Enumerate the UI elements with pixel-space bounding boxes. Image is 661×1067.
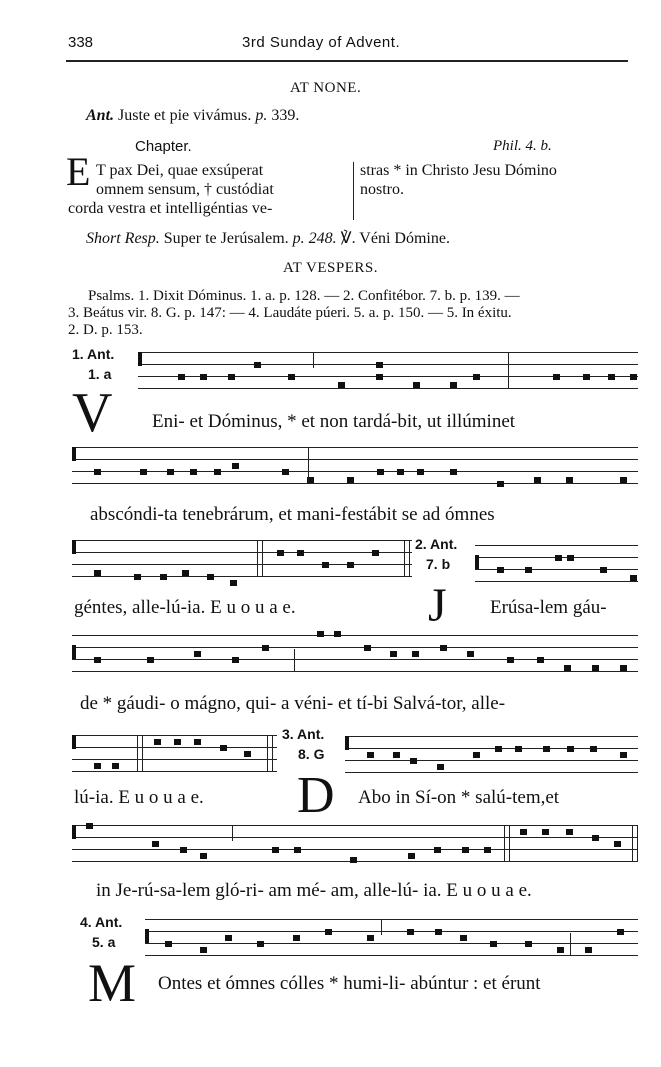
chapter-left-line-2: omnem sensum, † custódiat xyxy=(96,181,274,198)
antiphon-label: Ant. xyxy=(86,107,115,124)
chapter-label: Chapter. xyxy=(135,138,192,155)
short-resp-text: Super te Jerúsalem. xyxy=(163,230,289,247)
lyric-line-2: abscóndi-ta tenebrárum, et mani-festábit se ad ómnes xyxy=(90,504,495,525)
chapter-left-line-3: corda vestra et intelligéntias ve- xyxy=(68,200,273,217)
chapter-reference: Phil. 4. b. xyxy=(493,138,552,154)
ant3-mode: 8. G xyxy=(298,746,325,762)
psalms-line-1: Psalms. 1. Dixit Dóminus. 1. a. p. 128. — 2. Confitébor. 7. b. p. 139. — xyxy=(88,288,520,304)
lyric-line-3a: géntes, alle-lú-ia. E u o u a e. xyxy=(74,597,296,618)
staff-1 xyxy=(138,352,638,388)
short-resp-versicle: ℣. Véni Dómine. xyxy=(340,230,450,247)
none-antiphon xyxy=(86,107,299,125)
staff-3b xyxy=(475,545,638,581)
lyric-line-1: Eni- et Dóminus, * et non tardá-bit, ut illúminet xyxy=(152,411,516,432)
staff-7 xyxy=(145,919,638,955)
page-number: 338 xyxy=(68,34,94,51)
lyric-line-3b: Erúsa-lem gáu- xyxy=(490,597,607,618)
staff-5 xyxy=(72,735,277,771)
running-title: 3rd Sunday of Advent. xyxy=(242,34,401,51)
ant2-mode: 7. b xyxy=(426,556,451,572)
ant4-mode: 5. a xyxy=(92,934,116,950)
antiphon-page-ref: p. xyxy=(255,107,268,124)
ant1-label: 1. Ant. xyxy=(72,346,115,362)
ant1-initial: V xyxy=(72,382,113,444)
ant2-label: 2. Ant. xyxy=(415,536,458,552)
staff-6 xyxy=(72,825,638,861)
psalms-line-2: 3. Beátus vir. 8. G. p. 147: — 4. Laudáte púeri. 5. a. p. 150. — 5. In éxitu. xyxy=(68,305,512,321)
none-heading: AT NONE. xyxy=(290,80,362,96)
short-resp-label: Short Resp. xyxy=(86,230,160,247)
staff-4 xyxy=(72,635,638,671)
short-responsory xyxy=(86,228,450,248)
chapter-initial: E xyxy=(66,149,91,194)
lyric-line-4: de * gáudi- o mágno, qui- a véni- et tí-bi Salvá-tor, alle- xyxy=(80,693,506,714)
lyric-line-5a: lú-ia. E u o u a e. xyxy=(74,787,204,808)
chapter-right-line-1: stras * in Christo Jesu Dómino xyxy=(360,162,557,179)
ant4-initial: M xyxy=(88,953,137,1013)
ant3-label: 3. Ant. xyxy=(282,726,325,742)
chapter-column-divider xyxy=(353,162,354,220)
vespers-heading: AT VESPERS. xyxy=(283,260,378,276)
lyric-line-5b: Abo in Sí-on * salú-tem,et xyxy=(358,787,560,808)
lyric-line-7: Ontes et ómnes cólles * humi-li- abúntur : et érunt xyxy=(158,973,541,994)
ant4-label: 4. Ant. xyxy=(80,914,123,930)
ant1-mode: 1. a xyxy=(88,366,112,382)
antiphon-text: Juste et pie vivámus. xyxy=(118,107,252,124)
psalms-line-3: 2. D. p. 153. xyxy=(68,322,143,338)
lyric-line-6: in Je-rú-sa-lem gló-ri- am mé- am, alle-lú- ia. E u o u a e. xyxy=(96,880,532,901)
antiphon-page-num: 339. xyxy=(271,107,300,124)
ant2-initial: J xyxy=(428,579,447,632)
staff-3 xyxy=(72,540,412,576)
staff-2 xyxy=(72,447,638,483)
chapter-left-line-1: T pax Dei, quae exsúperat xyxy=(96,162,264,179)
short-resp-page-ref: p. 248. xyxy=(292,230,337,247)
ant3-initial: D xyxy=(297,767,335,824)
staff-5b xyxy=(345,736,638,772)
header-rule xyxy=(66,60,628,62)
chapter-right-line-2: nostro. xyxy=(360,181,404,198)
